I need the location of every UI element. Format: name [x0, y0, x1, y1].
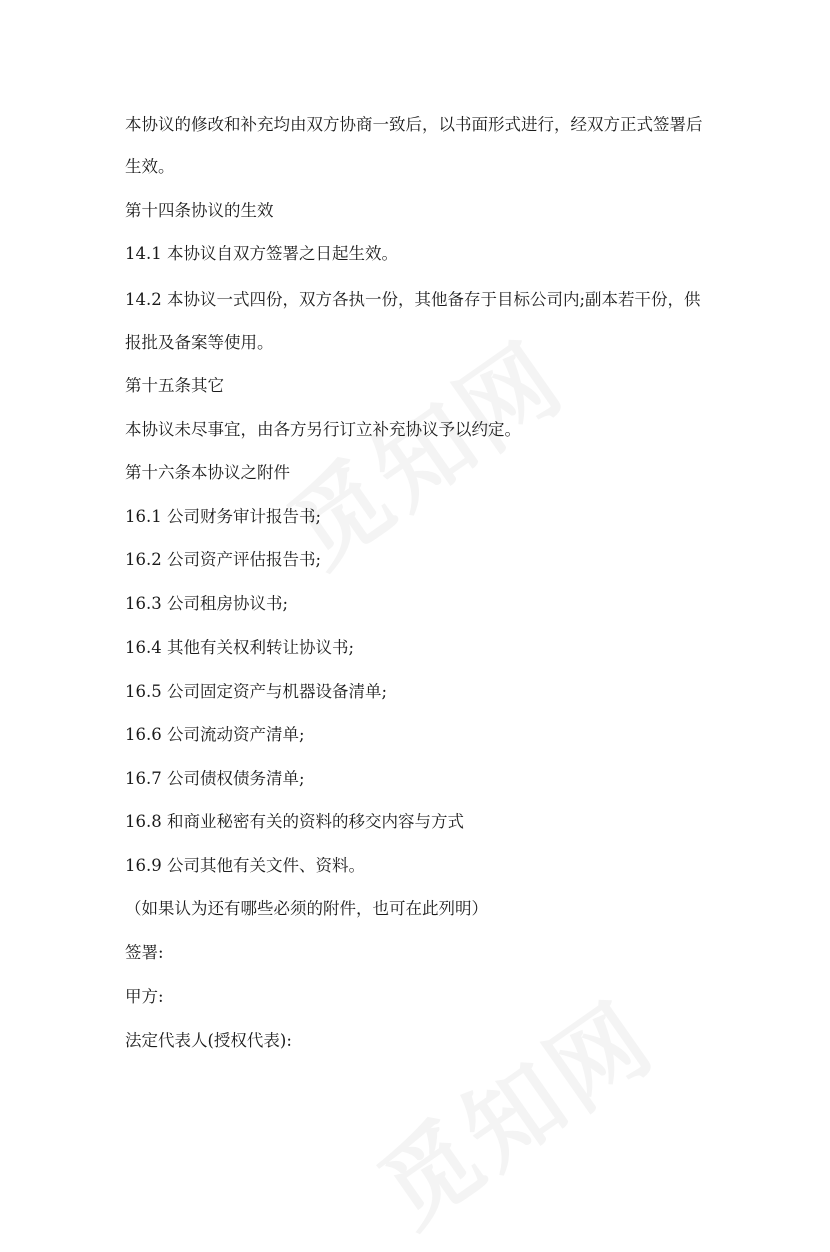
- attachment-16-7: 16.7 公司债权债务清单;: [125, 769, 305, 788]
- paragraph-misc: 本协议未尽事宜，由各方另行订立补充协议予以约定。: [125, 420, 521, 439]
- attachment-16-9: 16.9 公司其他有关文件、资料。: [125, 856, 365, 875]
- clause-14-1: 14.1 本协议自双方签署之日起生效。: [125, 244, 398, 263]
- party-a-label: 甲方:: [125, 987, 164, 1006]
- attachment-16-2: 16.2 公司资产评估报告书;: [125, 550, 322, 569]
- paragraph-amendment-cont: 生效。: [125, 157, 175, 176]
- watermark: [348, 965, 677, 1252]
- attachment-16-4: 16.4 其他有关权利转让协议书;: [125, 638, 355, 657]
- attachment-note: （如果认为还有哪些必须的附件，也可在此列明）: [125, 899, 488, 918]
- attachment-16-3: 16.3 公司租房协议书;: [125, 594, 289, 613]
- article-16-heading: 第十六条本协议之附件: [125, 463, 290, 482]
- clause-14-2: 14.2 本协议一式四份，双方各执一份，其他备存于目标公司内;副本若干份，供: [125, 290, 701, 309]
- attachment-16-8: 16.8 和商业秘密有关的资料的移交内容与方式: [125, 812, 464, 831]
- attachment-16-5: 16.5 公司固定资产与机器设备清单;: [125, 682, 388, 701]
- attachment-16-6: 16.6 公司流动资产清单;: [125, 725, 305, 744]
- article-14-heading: 第十四条协议的生效: [125, 201, 274, 220]
- paragraph-amendment: 本协议的修改和补充均由双方协商一致后，以书面形式进行，经双方正式签署后: [125, 115, 703, 134]
- article-15-heading: 第十五条其它: [125, 376, 224, 395]
- clause-14-2-cont: 报批及备案等使用。: [125, 333, 274, 352]
- attachment-16-1: 16.1 公司财务审计报告书;: [125, 507, 322, 526]
- signature-label: 签署:: [125, 943, 164, 962]
- legal-representative-label: 法定代表人(授权代表):: [125, 1031, 292, 1050]
